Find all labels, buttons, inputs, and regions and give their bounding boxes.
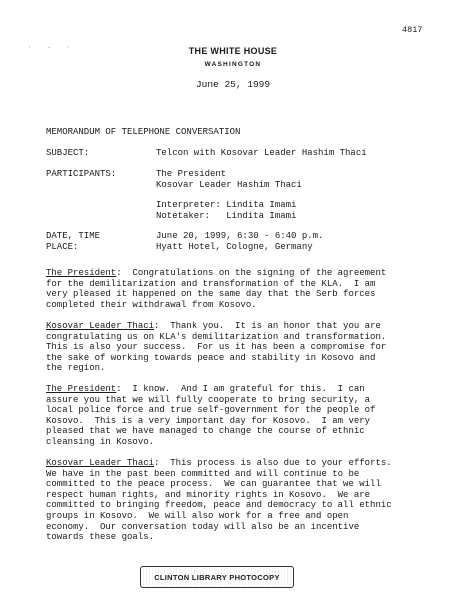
speaker: The President xyxy=(46,384,117,394)
datetime-label: DATE, TIME xyxy=(46,231,101,241)
paragraph-line: : I know. And I am grateful for this. I can xyxy=(116,384,365,394)
scan-specks: · - · xyxy=(28,44,77,51)
paragraph-line: respect human rights, and minority rights in Kosovo. We are xyxy=(46,489,371,500)
datetime-value: June 20, 1999, 6:30 - 6:40 p.m. xyxy=(156,231,324,241)
paragraph-line: committed to the peace process. We can guarantee that we will xyxy=(46,479,381,490)
paragraph-line: the region. xyxy=(46,363,106,374)
subject-value: Telcon with Kosovar Leader Hashim Thaci xyxy=(156,148,367,158)
memo-date: June 25, 1999 xyxy=(195,79,271,90)
speaker: The President xyxy=(46,268,117,278)
paragraph-1 xyxy=(46,268,446,310)
page-number: 4817 xyxy=(402,25,423,35)
participant-2: Kosovar Leader Hashim Thaci xyxy=(156,180,302,190)
paragraph-line: pleased that we have managed to change the course of ethnic xyxy=(46,426,365,437)
paragraph-line: the sake of working towards peace and stability in Kosovo and xyxy=(46,352,376,363)
paragraph-4 xyxy=(46,458,446,543)
place-label: PLACE: xyxy=(46,242,79,252)
paragraph-line: very pleased it happened on the same day that the Serb forces xyxy=(46,289,376,300)
paragraph-line: towards these goals. xyxy=(46,532,155,543)
paragraph-3 xyxy=(46,384,446,448)
paragraph-line: : Thank you. It is an honor that you are xyxy=(154,321,381,331)
paragraph-line: This is also your success. For us it has been a compromise for xyxy=(46,342,387,353)
speaker: Kosovar Leader Thaci xyxy=(46,458,155,468)
letterhead-subtitle: WASHINGTON xyxy=(204,61,262,68)
paragraph-line: congratulating us on KLA's demilitarization and transformation. xyxy=(46,331,387,342)
paragraph-line: completed their withdrawal from Kosovo. xyxy=(46,299,257,310)
paragraph-line: assure you that we will fully cooperate to bring security, a xyxy=(46,394,371,405)
place-value: Hyatt Hotel, Cologne, Germany xyxy=(156,242,313,252)
paragraph-line: We have in the past been committed and will continue to be xyxy=(46,468,360,479)
notetaker: Notetaker: Lindita Imami xyxy=(156,211,297,221)
paragraph-line: Kosovo. This is a very important day for Kosovo. I am very xyxy=(46,415,371,426)
library-photocopy-stamp: CLINTON LIBRARY PHOTOCOPY xyxy=(140,566,294,588)
paragraph-line: : This process is also due to your efforts. xyxy=(154,458,392,468)
paragraph-line: : Congratulations on the signing of the agreement xyxy=(116,268,387,278)
letterhead-title: THE WHITE HOUSE xyxy=(188,46,278,56)
participant-1: The President xyxy=(156,169,227,179)
memo-title: MEMORANDUM OF TELEPHONE CONVERSATION xyxy=(46,127,241,137)
paragraph-line: economy. Our conversation today will also be an incentive xyxy=(46,521,360,532)
paragraph-2 xyxy=(46,321,446,374)
paragraph-line: groups in Kosovo. We will also work for a free and open xyxy=(46,510,349,521)
participants-label: PARTICIPANTS: xyxy=(46,169,117,179)
paragraph-line: for the demilitarization and transformation of the KLA. I am xyxy=(46,278,376,289)
interpreter: Interpreter: Lindita Imami xyxy=(156,200,297,210)
speaker: Kosovar Leader Thaci xyxy=(46,321,155,331)
paragraph-line: cleansing in Kosovo. xyxy=(46,436,155,447)
paragraph-line: local police force and true self-government for the people of xyxy=(46,405,376,416)
paragraph-line: committed to bringing freedom, peace and democracy to all ethnic xyxy=(46,500,392,511)
subject-label: SUBJECT: xyxy=(46,148,90,158)
